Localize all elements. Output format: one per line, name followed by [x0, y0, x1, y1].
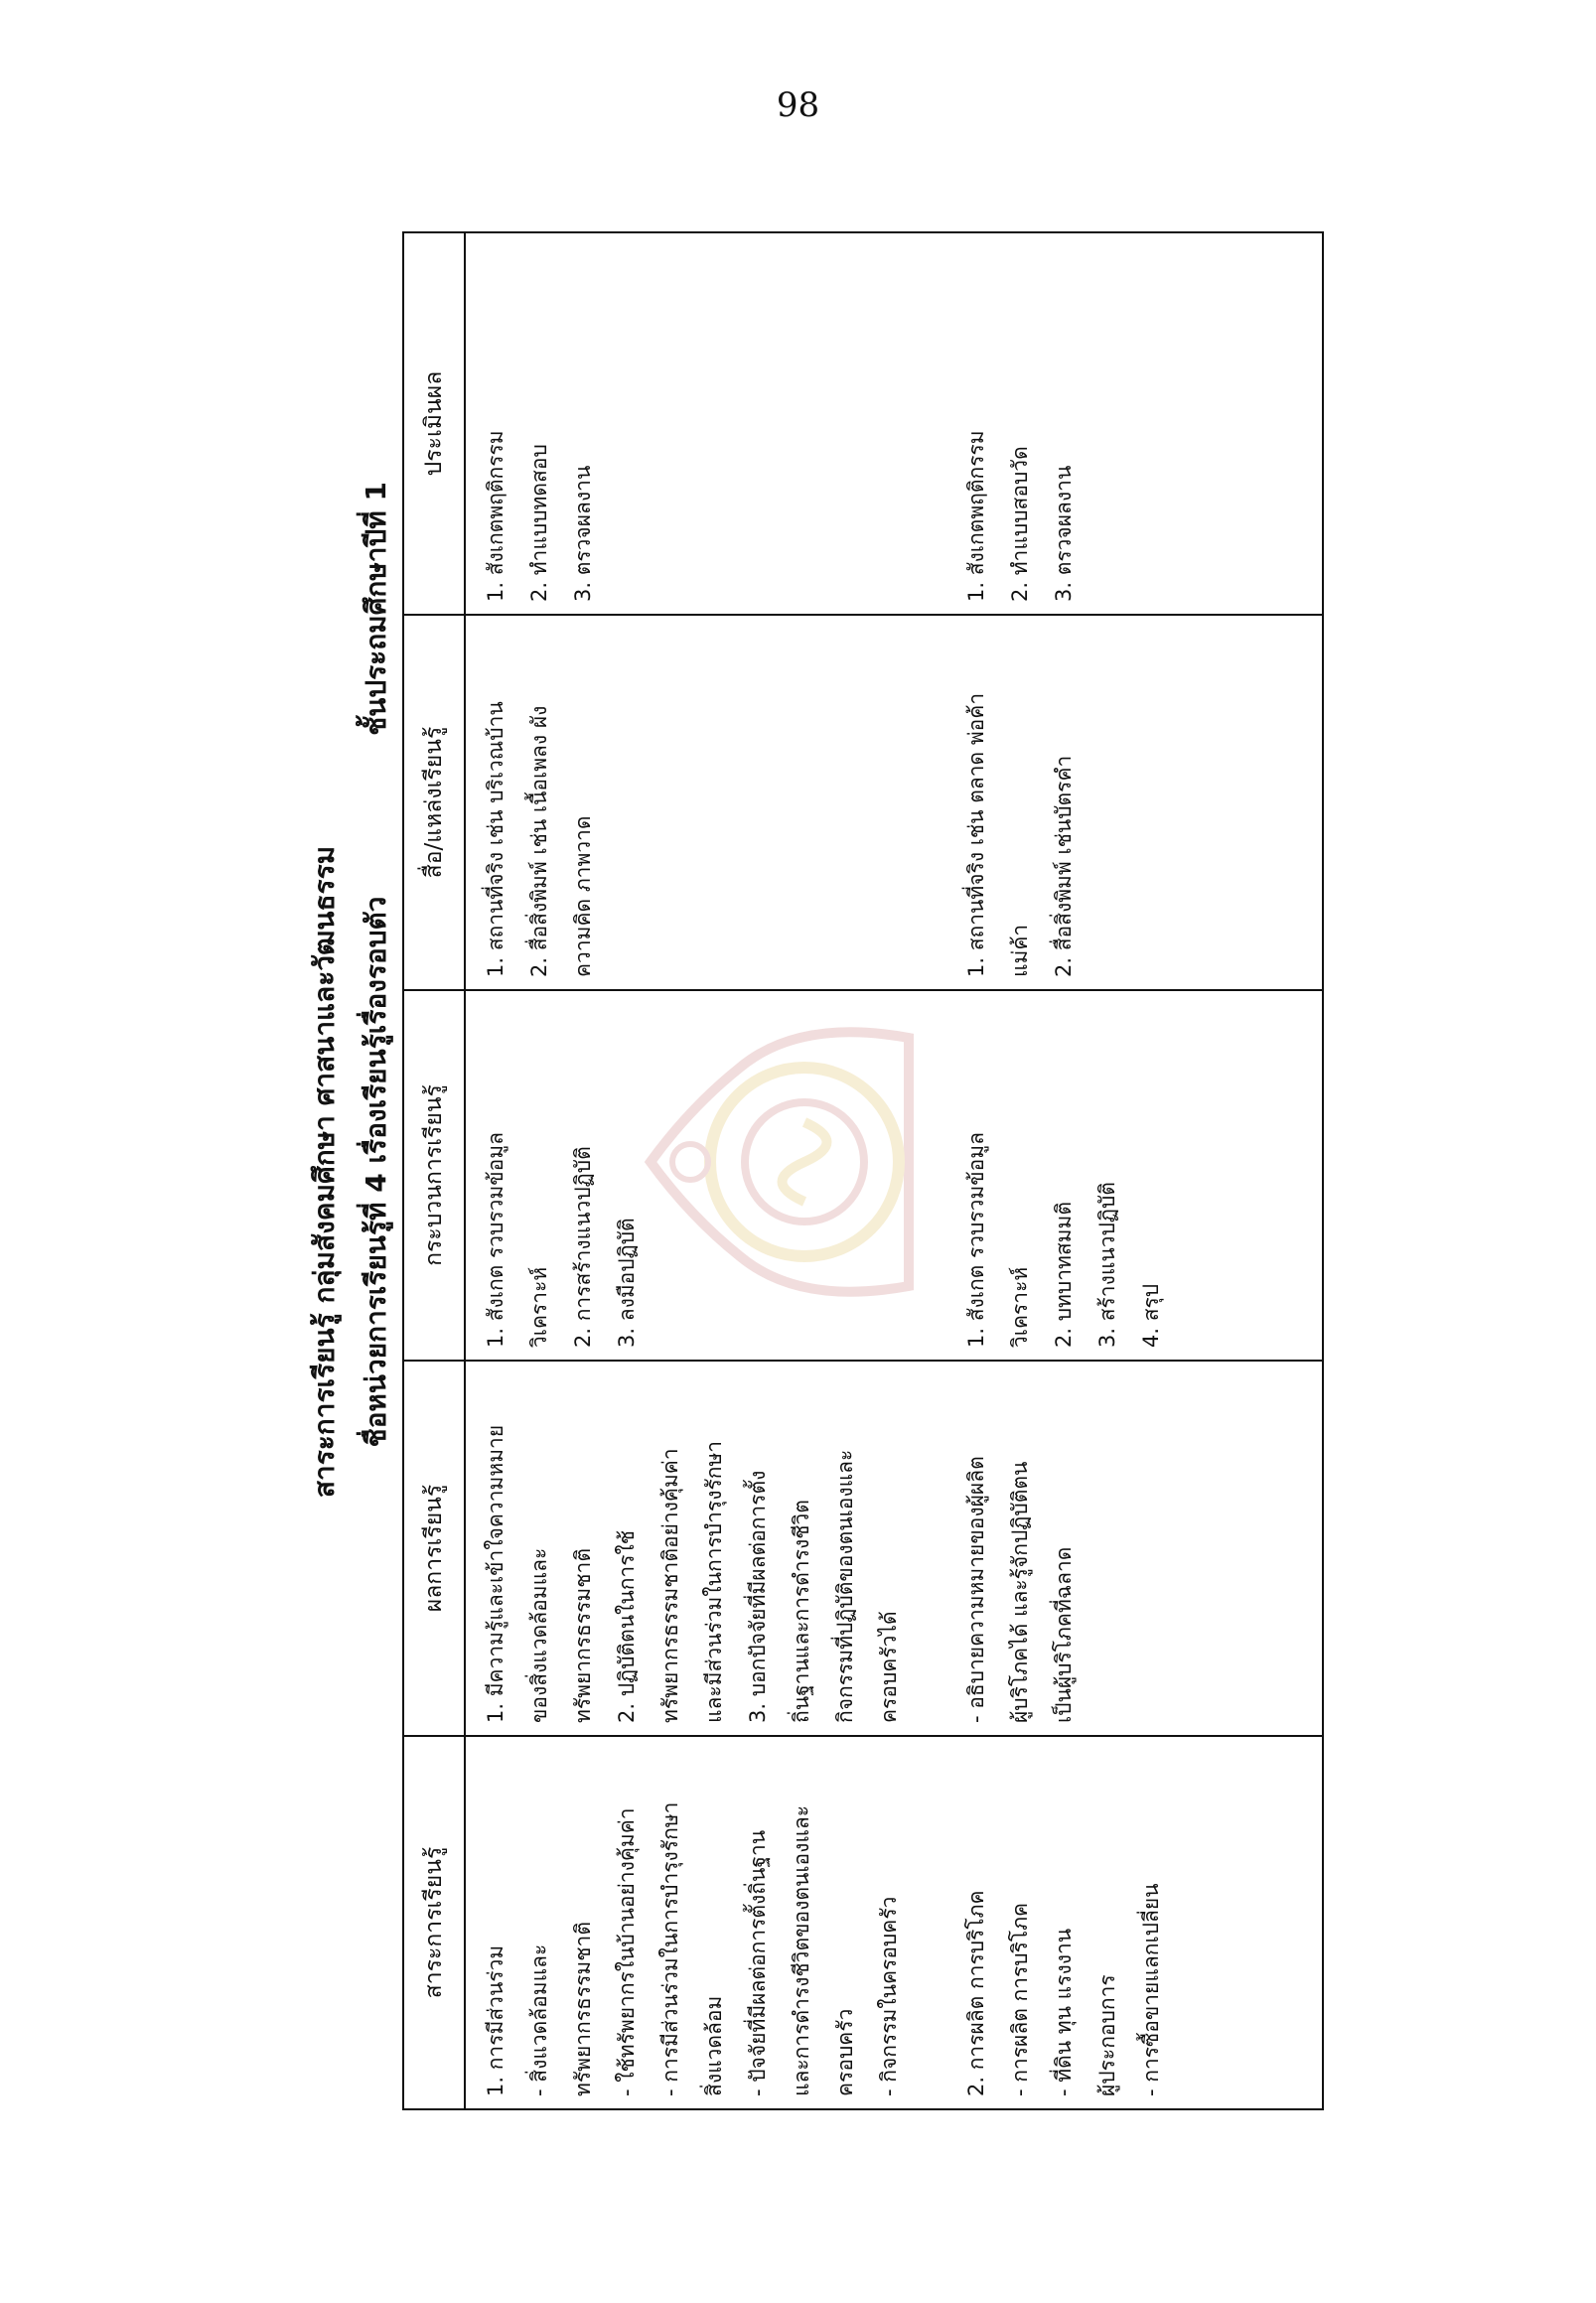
list-item: - อธิบายความหมายของผู้ผลิต — [964, 1456, 988, 1723]
content-cell — [465, 1736, 1323, 2109]
table-header-row — [403, 232, 465, 2109]
list-item: ผู้บริโภคได้ และรู้จักปฏิบัติตน — [1008, 1461, 1032, 1723]
spacer — [780, 245, 823, 602]
list-item: 2. การผลิต การบริโภค — [964, 1890, 988, 2096]
list-item: ของสิ่งแวดล้อมและ — [527, 1547, 551, 1723]
spacer — [649, 245, 692, 602]
media-list — [474, 628, 1086, 977]
column-header: กระบวนการเรียนรู้ — [403, 990, 465, 1361]
list-item: ทรัพยากรธรรมชาติอย่างคุ้มค่า — [658, 1448, 682, 1723]
list-item: 4. สรุป — [1139, 1283, 1163, 1348]
list-item: ผู้ประกอบการ — [1095, 1974, 1119, 2096]
list-item: และมีส่วนร่วมในการบำรุงรักษา — [702, 1440, 726, 1723]
list-item: 3. บอกปัจจัยที่มีผลต่อการตั้ง — [746, 1470, 770, 1723]
list-item: - กิจกรรมในครอบครัว — [877, 1896, 901, 2096]
list-item: 1. สังเกต รวบรวมข้อมูล — [964, 1132, 988, 1348]
list-item: และการดำรงชีวิตของตนเองและ — [790, 1804, 813, 2096]
list-item: 3. ลงมือปฏิบัติ — [615, 1218, 639, 1348]
spacer — [605, 628, 649, 977]
evaluation-cell — [465, 232, 1323, 615]
spacer — [780, 628, 823, 977]
list-item: - สิ่งแวดล้อมและ — [527, 1943, 551, 2096]
list-item: 1. มีความรู้และเข้าใจความหมาย — [484, 1424, 508, 1723]
list-item: ทรัพยากรธรรมชาติ — [571, 1548, 595, 1723]
evaluation-list — [474, 245, 1086, 602]
outcomes-cell — [465, 1361, 1323, 1736]
unit-title: ชื่อหน่วยการเรียนรู้ที่ 4 เรื่องเรียนรู้เรื่องรอบตัว — [360, 896, 392, 1448]
list-item: 2. การสร้างแนวปฏิบัติ — [571, 1146, 595, 1348]
page-number: 98 — [776, 85, 820, 125]
list-item: - ปัจจัยที่มีผลต่อการตั้งถิ่นฐาน — [746, 1829, 770, 2096]
spacer — [911, 1373, 954, 1723]
spacer — [649, 628, 692, 977]
media-cell — [465, 615, 1323, 990]
spacer — [736, 628, 780, 977]
spacer — [823, 245, 867, 602]
spacer — [823, 628, 867, 977]
list-item: 1. สังเกตพฤติกรรม — [484, 430, 508, 602]
list-item: วิเคราะห์ — [527, 1266, 551, 1348]
list-item: ครอบครัวได้ — [877, 1611, 901, 1723]
spacer — [605, 245, 649, 602]
column-header: สาระการเรียนรู้ — [403, 1736, 465, 2109]
column-header: ประเมินผล — [403, 232, 465, 615]
content-list — [474, 1749, 1173, 2096]
list-item: ถิ่นฐานและการดำรงชีวิต — [790, 1500, 813, 1723]
column-header: ผลการเรียนรู้ — [403, 1361, 465, 1736]
list-item: - ที่ดิน ทุน แรงงาน — [1052, 1928, 1076, 2096]
list-item: - ใช้ทรัพยากรในบ้านอย่างคุ้มค่า — [615, 1807, 639, 2096]
list-item: ความคิด ภาพวาด — [571, 815, 595, 977]
list-item: แม่ค้า — [1008, 924, 1032, 977]
list-item: 3. สร้างแนวปฏิบัติ — [1095, 1182, 1119, 1348]
list-item: 2. ทำแบบสอบวัด — [1008, 446, 1032, 602]
list-item: 2. ปฏิบัติตนในการใช้ — [615, 1529, 639, 1723]
spacer — [867, 628, 911, 977]
list-item: 1. สถานที่จริง เช่น ตลาด พ่อค้า — [964, 692, 988, 977]
list-item: 2. สื่อสิ่งพิมพ์ เช่น เนื้อเพลง ผัง — [527, 705, 551, 977]
outcomes-list — [474, 1373, 1086, 1723]
rotated-content — [303, 233, 1324, 2110]
list-item: 3. ตรวจผลงาน — [571, 465, 595, 602]
spacer — [911, 1749, 954, 2096]
grade-level: ชั้นประถมศึกษาปีที่ 1 — [360, 482, 392, 736]
list-item: 3. ตรวจผลงาน — [1052, 465, 1076, 602]
column-header: สื่อ/แหล่งเรียนรู้ — [403, 615, 465, 990]
list-item: 1. สังเกต รวบรวมข้อมูล — [484, 1132, 508, 1348]
spacer — [911, 628, 954, 977]
list-item: วิเคราะห์ — [1008, 1266, 1032, 1348]
seal-watermark-icon — [631, 998, 948, 1326]
spacer — [692, 628, 736, 977]
spacer — [692, 245, 736, 602]
list-item: - การผลิต การบริโภค — [1008, 1902, 1032, 2096]
spacer — [736, 245, 780, 602]
list-item: เป็นผู้บริโภคที่ฉลาด — [1052, 1546, 1076, 1723]
list-item: ทรัพยากรธรรมชาติ — [571, 1922, 595, 2096]
list-item: ครอบครัว — [833, 2008, 857, 2096]
list-item: - การมีส่วนร่วมในการบำรุงรักษา — [658, 1801, 682, 2096]
list-item: 1. การมีส่วนร่วม — [484, 1944, 508, 2096]
list-item: 2. สื่อสิ่งพิมพ์ เช่นบัตรคำ — [1052, 755, 1076, 977]
list-item: กิจกรรมที่ปฏิบัติของตนเองและ — [833, 1449, 857, 1723]
list-item: 2. ทำแบบทดสอบ — [527, 444, 551, 602]
list-item: 1. สถานที่จริง เช่น บริเวณบ้าน — [484, 701, 508, 977]
spacer — [911, 245, 954, 602]
document-heading: สาระการเรียนรู้ กลุ่มสังคมศึกษา ศาสนาและวัฒนธรรม — [308, 845, 341, 1499]
list-item: 1. สังเกตพฤติกรรม — [964, 430, 988, 602]
spacer — [867, 245, 911, 602]
list-item: 2. บทบาทสมมติ — [1052, 1202, 1076, 1348]
unit-heading — [355, 233, 398, 2110]
list-item: สิ่งแวดล้อม — [702, 1995, 726, 2096]
list-item: - การซื้อขายแลกเปลี่ยน — [1139, 1883, 1163, 2096]
